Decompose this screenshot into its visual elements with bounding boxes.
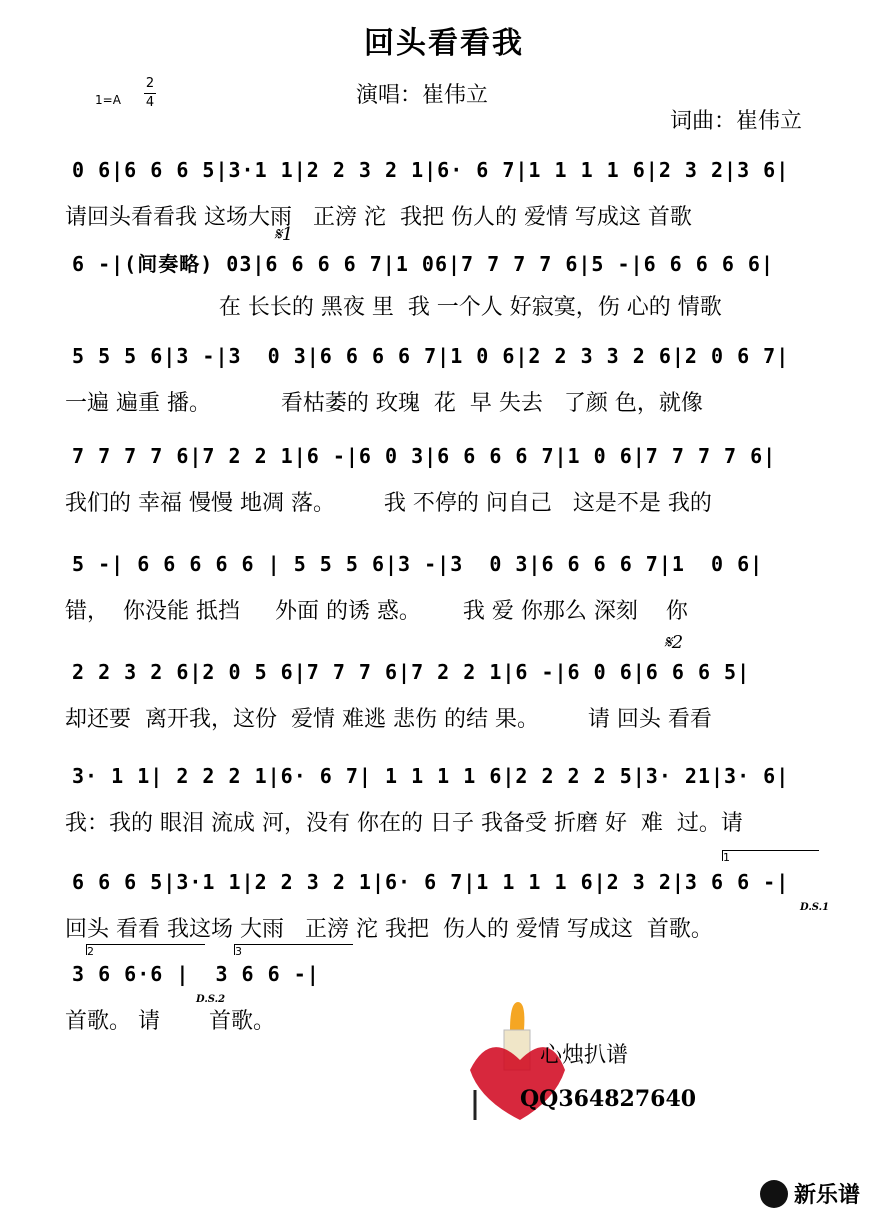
score-row-7 [72, 764, 820, 796]
score-row-6 [72, 660, 820, 692]
volta-number: 1 [723, 851, 730, 864]
lyrics-row-4: 我们的 幸福 慢慢 地凋 落。 我 不停的 问自己 这是不是 我的 [65, 491, 712, 516]
page-title: 回头看看我 [364, 26, 524, 61]
time-signature [144, 76, 156, 111]
volta-bracket-1 [722, 850, 819, 864]
time-signature-divider [144, 93, 156, 94]
time-signature-top: 2 [145, 76, 155, 91]
score-notes: 0 6|6 6 6 5|3·1 1|2 2 3 2 1|6· 6 7|1 1 1 1 6|2 3 2|3 6| [72, 158, 790, 182]
writer-credit: 词曲：崔伟立 [670, 109, 803, 134]
lyrics-row-7: 我：我的 眼泪 流成 河，没有 你在的 日子 我备受 折磨 好 难 过。请 [65, 811, 743, 836]
segno-mark-1: 𝄋1 [274, 224, 294, 245]
brand-label: 新乐谱 [794, 1183, 861, 1208]
score-row-8 [72, 870, 820, 902]
score-notes: 2 2 3 2 6|2 0 5 6|7 7 7 6|7 2 2 1|6 -|6 0 6|6 6 6 5| [72, 660, 751, 684]
logo-text: 心烛扒谱 [540, 1043, 629, 1068]
score-row-5 [72, 552, 820, 584]
score-notes: 6 6 6 5|3·1 1|2 2 3 2 1|6· 6 7|1 1 1 1 6|2 3 2|3 6 6 -| [72, 870, 790, 894]
score-notes: 5 -| 6 6 6 6 6 | 5 5 5 6|3 -|3 0 3|6 6 6 6 7|1 0 6| [72, 552, 764, 576]
score-row-1 [72, 158, 820, 190]
score-row-4 [72, 444, 820, 476]
score-notes: 7 7 7 7 6|7 2 2 1|6 -|6 0 3|6 6 6 6 7|1 0 6|7 7 7 7 6| [72, 444, 777, 468]
lyrics-row-5: 错， 你没能 抵挡 外面 的诱 惑。 我 爱 你那么 深刻 你 [65, 599, 688, 624]
ds-marking-1: D.S.1 [800, 902, 830, 913]
volta-bracket-2 [86, 944, 205, 958]
lyrics-row-3: 一遍 遍重 播。 看枯萎的 玫瑰 花 早 失去 了颜 色，就像 [65, 391, 703, 416]
score-notes: 3 6 6·6 | 3 6 6 -| [72, 962, 320, 986]
lyrics-row-9: 首歌。 请 首歌。 [65, 1009, 275, 1034]
score-row-3 [72, 344, 820, 376]
brand-disc-icon [760, 1180, 788, 1208]
time-signature-bottom: 4 [145, 95, 155, 110]
score-notes: 5 5 5 6|3 -|3 0 3|6 6 6 6 7|1 0 6|2 2 3 3 2 6|2 0 6 7| [72, 344, 790, 368]
ds-marking-2: D.S.2 [196, 994, 226, 1005]
score-row-9 [72, 962, 820, 994]
score-notes: 6 -|(间奏略) 03|6 6 6 6 7|1 06|7 7 7 7 6|5 -|6 6 6 6 6| [72, 252, 775, 276]
score-notes: 3· 1 1| 2 2 2 1|6· 6 7| 1 1 1 1 6|2 2 2 2 5|3· 21|3· 6| [72, 764, 790, 788]
volta-number: 2 [87, 945, 94, 958]
lyrics-row-1: 请回头看看我 这场大雨 正滂 沱 我把 伤人的 爱情 写成这 首歌 [65, 205, 692, 230]
singer-credit: 演唱：崔伟立 [356, 83, 489, 108]
volta-bracket-3 [234, 944, 353, 958]
logo-qq: QQ364827640 [520, 1086, 697, 1112]
lyrics-row-8: 回头 看看 我这场 大雨 正滂 沱 我把 伤人的 爱情 写成这 首歌。 [65, 917, 713, 942]
segno-mark-2: 𝄋2 [664, 632, 684, 653]
volta-number: 3 [235, 945, 242, 958]
score-row-2 [72, 248, 820, 280]
key-signature: 1=A [95, 93, 121, 107]
lyrics-row-2: 在 长长的 黑夜 里 我 一个人 好寂寞，伤 心的 情歌 [65, 295, 722, 320]
lyrics-row-6: 却还要 离开我，这份 爱情 难逃 悲伤 的结 果。 请 回头 看看 [65, 707, 712, 732]
